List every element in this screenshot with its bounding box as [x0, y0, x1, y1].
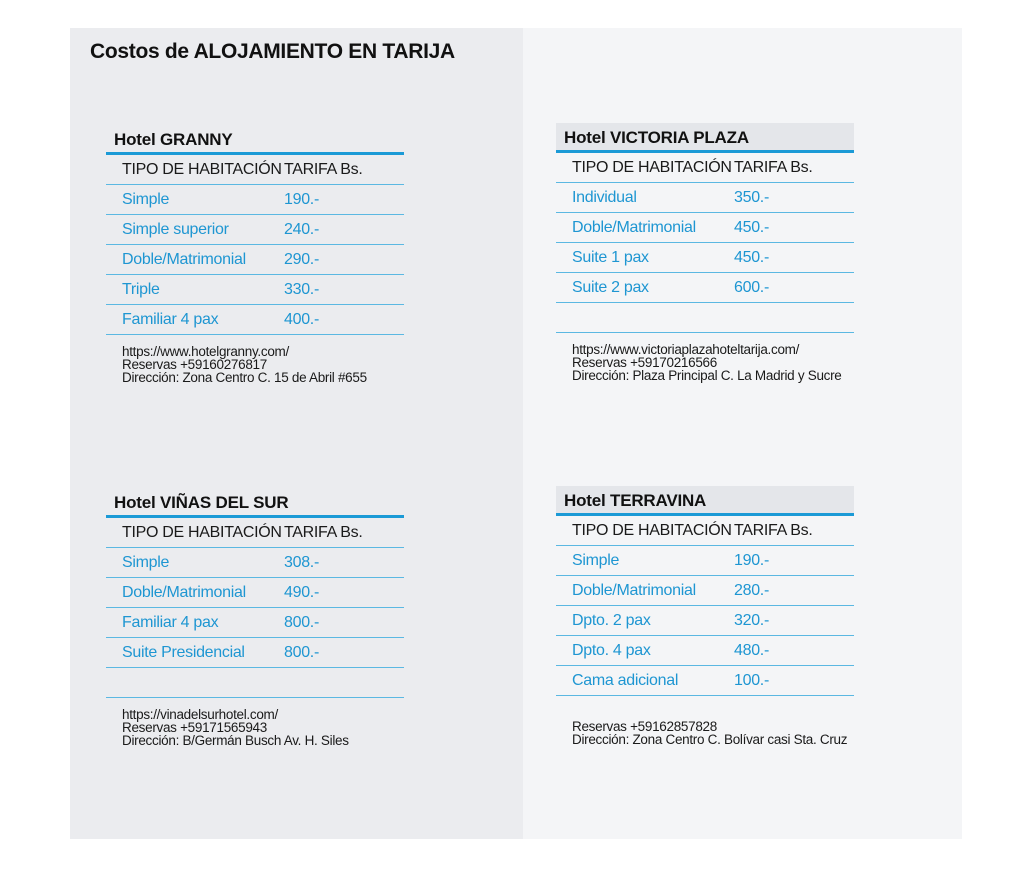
room-type: Suite 2 pax — [572, 278, 649, 296]
hotel-info — [106, 345, 404, 384]
column-header-rate: TARIFA Bs. — [284, 523, 363, 541]
room-rate: 190.- — [734, 551, 769, 569]
table-header-row — [106, 518, 404, 548]
table-row — [556, 636, 854, 666]
room-rate: 450.- — [734, 218, 769, 236]
room-type: Simple — [122, 553, 170, 571]
room-rate: 350.- — [734, 188, 769, 206]
table-row — [106, 215, 404, 245]
table-row — [556, 183, 854, 213]
room-rate: 400.- — [284, 310, 319, 328]
room-rate: 600.- — [734, 278, 769, 296]
table-row — [556, 273, 854, 303]
hotel-website: https://www.hotelgranny.com/ — [122, 344, 289, 359]
room-type: Suite Presidencial — [122, 643, 245, 661]
table-row — [106, 608, 404, 638]
room-rate: 800.- — [284, 643, 319, 661]
table-row — [106, 638, 404, 668]
room-rate: 290.- — [284, 250, 319, 268]
room-type: Familiar 4 pax — [122, 310, 219, 328]
table-row — [556, 666, 854, 696]
room-type: Doble/Matrimonial — [572, 218, 696, 236]
table-row — [556, 243, 854, 273]
room-rate: 330.- — [284, 280, 319, 298]
hotel-card-vinas-del-sur — [106, 488, 404, 747]
table-row — [106, 275, 404, 305]
room-rate: 280.- — [734, 581, 769, 599]
room-rate: 308.- — [284, 553, 319, 571]
hotel-address: Dirección: Plaza Principal C. La Madrid y Sucre — [572, 368, 842, 383]
hotel-reservations: Reservas +59162857828 — [572, 719, 717, 734]
hotel-reservations: Reservas +59160276817 — [122, 357, 267, 372]
room-type: Simple — [122, 190, 170, 208]
room-type: Familiar 4 pax — [122, 613, 219, 631]
table-row — [556, 606, 854, 636]
hotel-reservations: Reservas +59170216566 — [572, 355, 717, 370]
hotel-card-granny — [106, 125, 404, 384]
hotel-info — [556, 343, 854, 382]
column-header-type: TIPO DE HABITACIÓN — [122, 160, 282, 178]
column-header-type: TIPO DE HABITACIÓN — [572, 158, 732, 176]
hotel-name: Hotel VICTORIA PLAZA — [556, 123, 854, 153]
table-row — [556, 213, 854, 243]
room-type: Doble/Matrimonial — [122, 250, 246, 268]
hotel-info — [556, 720, 854, 746]
page-title: Costos de ALOJAMIENTO EN TARIJA — [90, 40, 455, 63]
hotel-website: https://vinadelsurhotel.com/ — [122, 707, 278, 722]
column-header-type: TIPO DE HABITACIÓN — [572, 521, 732, 539]
table-row — [106, 185, 404, 215]
hotel-name: Hotel VIÑAS DEL SUR — [106, 488, 404, 518]
table-header-row — [106, 155, 404, 185]
room-rate: 490.- — [284, 583, 319, 601]
room-type: Doble/Matrimonial — [572, 581, 696, 599]
room-type: Triple — [122, 280, 160, 298]
hotel-name: Hotel TERRAVINA — [556, 486, 854, 516]
hotel-card-terravina — [556, 486, 854, 746]
column-header-rate: TARIFA Bs. — [734, 521, 813, 539]
hotel-address: Dirección: B/Germán Busch Av. H. Siles — [122, 733, 349, 748]
table-row — [106, 548, 404, 578]
room-rate: 190.- — [284, 190, 319, 208]
room-rate: 800.- — [284, 613, 319, 631]
table-header-row — [556, 516, 854, 546]
table-row-empty — [556, 303, 854, 333]
table-row-empty — [106, 668, 404, 698]
table-row — [556, 546, 854, 576]
room-type: Simple — [572, 551, 620, 569]
hotel-card-victoria-plaza — [556, 123, 854, 382]
room-type: Dpto. 2 pax — [572, 611, 651, 629]
table-header-row — [556, 153, 854, 183]
table-row — [106, 578, 404, 608]
room-rate: 450.- — [734, 248, 769, 266]
hotel-name: Hotel GRANNY — [106, 125, 404, 155]
room-type: Doble/Matrimonial — [122, 583, 246, 601]
room-type: Simple superior — [122, 220, 229, 238]
column-header-type: TIPO DE HABITACIÓN — [122, 523, 282, 541]
room-type: Cama adicional — [572, 671, 679, 689]
room-rate: 480.- — [734, 641, 769, 659]
room-type: Individual — [572, 188, 637, 206]
room-rate: 100.- — [734, 671, 769, 689]
room-type: Suite 1 pax — [572, 248, 649, 266]
hotel-address: Dirección: Zona Centro C. 15 de Abril #655 — [122, 370, 367, 385]
column-header-rate: TARIFA Bs. — [734, 158, 813, 176]
room-rate: 320.- — [734, 611, 769, 629]
hotel-website: https://www.victoriaplazahoteltarija.com/ — [572, 342, 800, 357]
room-rate: 240.- — [284, 220, 319, 238]
table-row — [106, 245, 404, 275]
room-type: Dpto. 4 pax — [572, 641, 651, 659]
table-row — [106, 305, 404, 335]
table-row — [556, 576, 854, 606]
column-header-rate: TARIFA Bs. — [284, 160, 363, 178]
hotel-address: Dirección: Zona Centro C. Bolívar casi Sta. Cruz — [572, 732, 848, 747]
hotel-info — [106, 708, 404, 747]
hotel-reservations: Reservas +59171565943 — [122, 720, 267, 735]
